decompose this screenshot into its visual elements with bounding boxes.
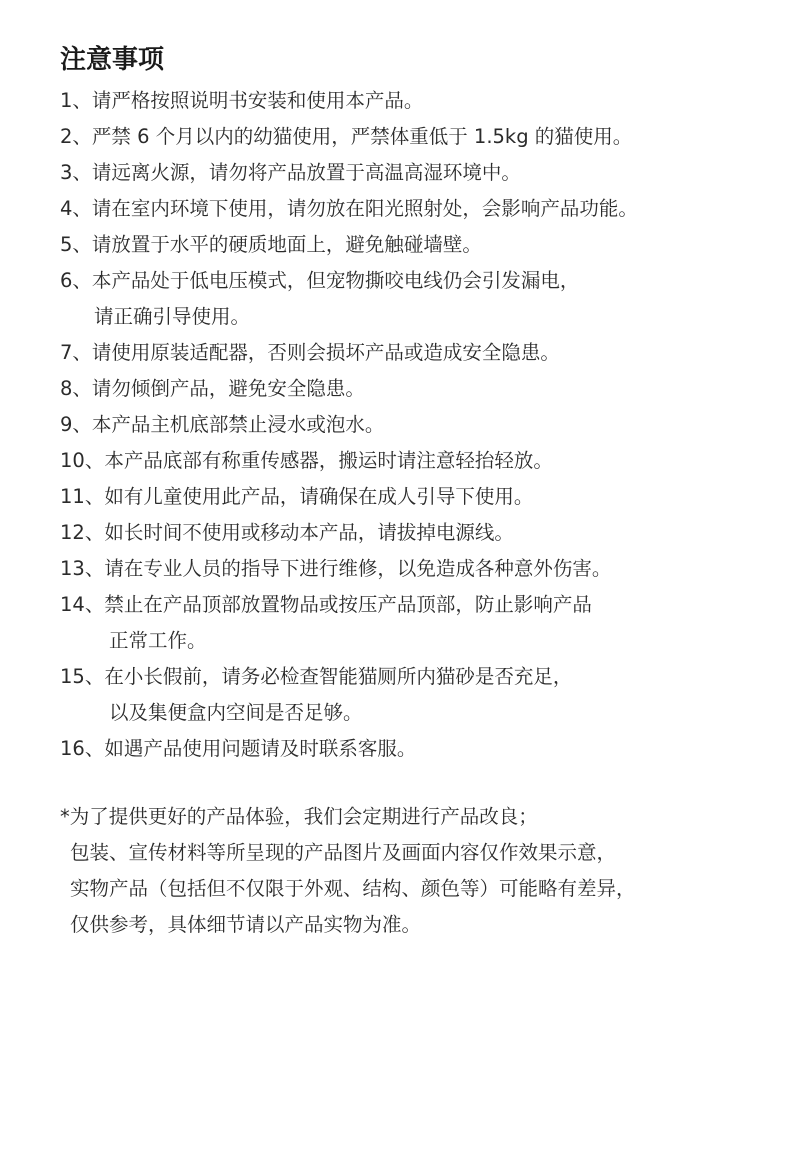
notice-line: 8、请勿倾倒产品，避免安全隐患。 xyxy=(60,377,365,400)
notice-item-6 xyxy=(60,263,785,335)
notice-item-15 xyxy=(60,659,785,731)
notice-line: 5、请放置于水平的硬质地面上，避免触碰墙壁。 xyxy=(60,233,482,256)
notice-item-12 xyxy=(60,515,785,551)
notice-line: 4、请在室内环境下使用，请勿放在阳光照射处，会影响产品功能。 xyxy=(60,197,638,220)
notice-line: 3、请远离火源，请勿将产品放置于高温高湿环境中。 xyxy=(60,161,521,184)
notice-item-16 xyxy=(60,731,785,767)
notice-line-continued: 正常工作。 xyxy=(109,629,207,652)
notice-line: 15、在小长假前，请务必检查智能猫厕所内猫砂是否充足， xyxy=(60,665,573,688)
notice-line: 2、严禁 6 个月以内的幼猫使用，严禁体重低于 1.5kg 的猫使用。 xyxy=(60,125,633,148)
notice-line: 11、如有儿童使用此产品，请确保在成人引导下使用。 xyxy=(60,485,534,508)
notice-item-7 xyxy=(60,335,785,371)
notice-item-8 xyxy=(60,371,785,407)
notice-line: 9、本产品主机底部禁止浸水或泡水。 xyxy=(60,413,385,436)
page-title: 注意事项 xyxy=(60,45,165,75)
disclaimer-line-3: 实物产品（包括但不仅限于外观、结构、颜色等）可能略有差异， xyxy=(70,877,636,900)
notice-line: 1、请严格按照说明书安装和使用本产品。 xyxy=(60,89,424,112)
notice-line: 14、禁止在产品顶部放置物品或按压产品顶部，防止影响产品 xyxy=(60,593,592,616)
notice-item-14 xyxy=(60,587,785,659)
notice-line: 16、如遇产品使用问题请及时联系客服。 xyxy=(60,737,417,760)
disclaimer xyxy=(60,799,785,943)
notice-item-9 xyxy=(60,407,785,443)
notice-item-4 xyxy=(60,191,785,227)
notice-line: 6、本产品处于低电压模式，但宠物撕咬电线仍会引发漏电， xyxy=(60,269,580,292)
notice-item-2 xyxy=(60,119,785,155)
notice-line: 12、如长时间不使用或移动本产品，请拔掉电源线。 xyxy=(60,521,514,544)
notice-item-13 xyxy=(60,551,785,587)
notice-line-continued: 请正确引导使用。 xyxy=(94,305,251,328)
disclaimer-line-1: *为了提供更好的产品体验，我们会定期进行产品改良； xyxy=(60,805,538,828)
disclaimer-line-2: 包装、宣传材料等所呈现的产品图片及画面内容仅作效果示意， xyxy=(70,841,617,864)
notice-item-5 xyxy=(60,227,785,263)
notice-line: 7、请使用原装适配器，否则会损坏产品或造成安全隐患。 xyxy=(60,341,560,364)
notice-line: 13、请在专业人员的指导下进行维修，以免造成各种意外伤害。 xyxy=(60,557,612,580)
notice-line-continued: 以及集便盒内空间是否足够。 xyxy=(109,701,363,724)
notice-item-1 xyxy=(60,83,785,119)
notice-item-10 xyxy=(60,443,785,479)
disclaimer-line-4: 仅供参考，具体细节请以产品实物为准。 xyxy=(70,913,422,936)
notice-item-11 xyxy=(60,479,785,515)
notice-list xyxy=(60,83,785,767)
notice-item-3 xyxy=(60,155,785,191)
notice-line: 10、本产品底部有称重传感器，搬运时请注意轻抬轻放。 xyxy=(60,449,553,472)
